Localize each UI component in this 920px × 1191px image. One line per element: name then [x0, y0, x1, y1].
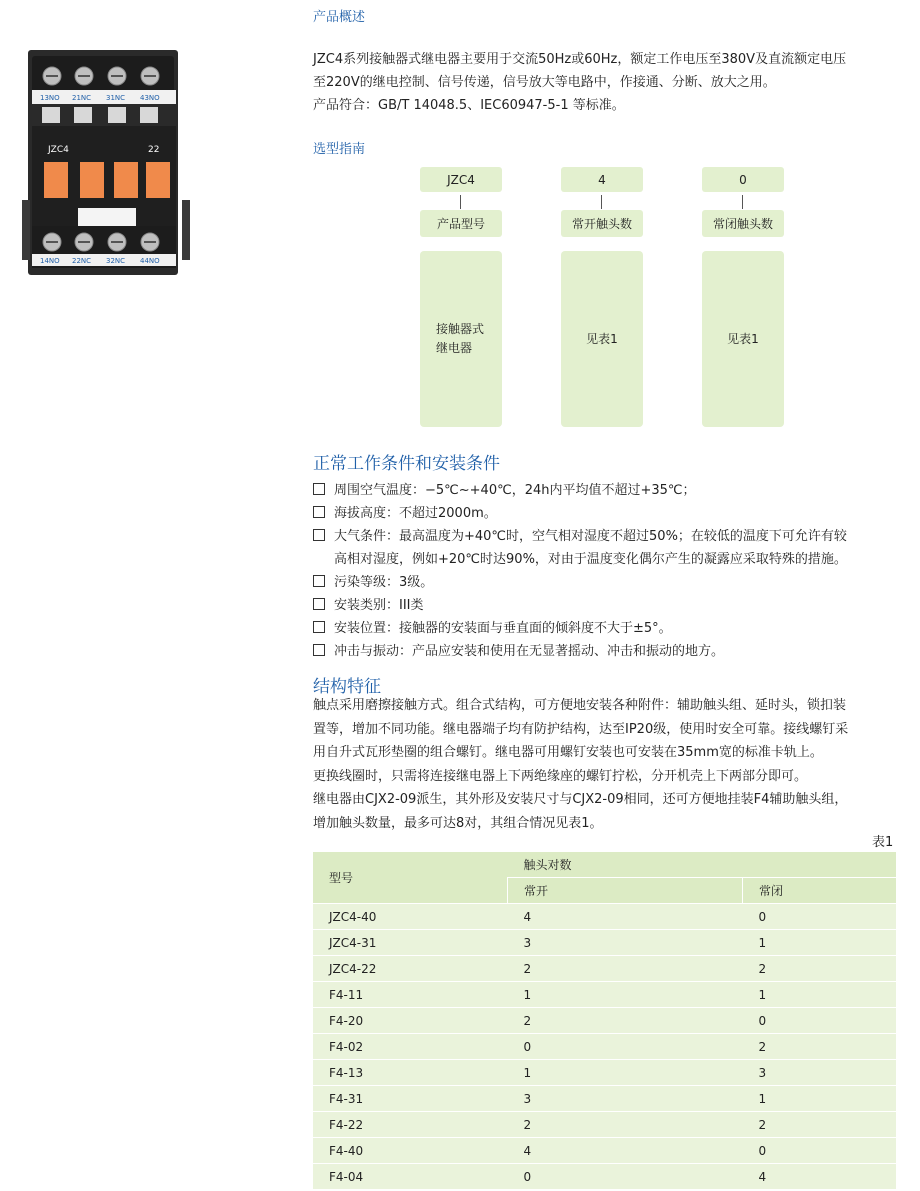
guide-title: 选型指南	[313, 142, 366, 157]
structure-line: 触点采用磨擦接触方式。组合式结构，可方便地安装各种附件：辅助触头组、延时头，锁扣装	[313, 698, 847, 713]
overview-line: 产品符合：GB/T 14048.5、IEC60947-5-1 等标准。	[313, 98, 625, 113]
product-code: 22	[148, 145, 160, 155]
table-row	[313, 956, 896, 982]
table-cell-nc: 1	[743, 930, 897, 956]
guide-label-model: 产品型号	[420, 210, 502, 237]
table-cell-no: 4	[508, 904, 743, 930]
table-header-group: 触头对数	[508, 852, 897, 878]
table-cell-nc: 2	[743, 956, 897, 982]
table-row	[313, 1008, 896, 1034]
structure-line: 增加触头数量，最多可达8对，其组合情况见表1。	[313, 815, 603, 831]
contact-table	[313, 852, 896, 1190]
table-cell-model: JZC4-40	[313, 904, 508, 930]
table-header-nc: 常闭	[743, 878, 897, 904]
guide-desc-line: 继电器	[436, 341, 473, 355]
table-cell-model: F4-22	[313, 1112, 508, 1138]
checkbox-icon	[313, 506, 325, 518]
guide-label-no: 常开触头数	[561, 210, 643, 237]
checkbox-icon	[313, 529, 325, 541]
overview-title: 产品概述	[313, 10, 366, 25]
terminal-label: 14NO	[40, 257, 60, 265]
table-row	[313, 930, 896, 956]
table-row	[313, 1138, 896, 1164]
guide-code-model: JZC4	[420, 167, 502, 192]
guide-code-no: 4	[561, 167, 643, 192]
table-cell-nc: 4	[743, 1164, 897, 1190]
table-row	[313, 904, 896, 930]
checkbox-icon	[313, 483, 325, 495]
table-row	[313, 1060, 896, 1086]
guide-code-nc: 0	[702, 167, 784, 192]
structure-line: 更换线圈时，只需将连接继电器上下两绝缘座的螺钉拧松，分开机壳上下两部分即可。	[313, 768, 808, 784]
table-cell-model: F4-13	[313, 1060, 508, 1086]
condition-item: 大气条件：最高温度为+40℃时，空气相对湿度不超过50%；在较低的温度下可允许有较	[313, 525, 913, 548]
guide-connector	[742, 195, 743, 209]
table-cell-model: F4-11	[313, 982, 508, 1008]
checkbox-icon	[313, 575, 325, 587]
table-cell-nc: 1	[743, 982, 897, 1008]
table-row	[313, 982, 896, 1008]
table-cell-nc: 0	[743, 1008, 897, 1034]
guide-connector	[460, 195, 461, 209]
checkbox-icon	[313, 621, 325, 633]
structure-line: 用自升式瓦形垫圈的组合螺钉。继电器可用螺钉安装也可安装在35mm宽的标准卡轨上。	[313, 745, 823, 760]
structure-title: 结构特征	[313, 677, 381, 697]
table-cell-nc: 2	[743, 1112, 897, 1138]
table-cell-model: JZC4-31	[313, 930, 508, 956]
table-header-row	[313, 852, 896, 878]
table-header-no: 常开	[508, 878, 743, 904]
table-body	[313, 904, 896, 1190]
table-cell-no: 0	[508, 1034, 743, 1060]
guide-desc-no: 见表1	[561, 251, 643, 427]
condition-item: 安装类别：III类	[313, 594, 913, 617]
overview-text	[313, 48, 913, 117]
table-cell-model: F4-04	[313, 1164, 508, 1190]
table-cell-no: 2	[508, 1008, 743, 1034]
condition-item: 安装位置：接触器的安装面与垂直面的倾斜度不大于±5°。	[313, 617, 913, 640]
table-row	[313, 1164, 896, 1190]
table-cell-no: 1	[508, 982, 743, 1008]
product-label: JZC4	[48, 145, 69, 155]
table-cell-no: 1	[508, 1060, 743, 1086]
guide-desc-nc: 见表1	[702, 251, 784, 427]
terminal-label: 31NC	[106, 94, 126, 102]
table-cell-no: 2	[508, 956, 743, 982]
table-cell-no: 2	[508, 1112, 743, 1138]
overview-line: JZC4系列接触器式继电器主要用于交流50Hz或60Hz，额定工作电压至380V及直流额定电压	[313, 52, 847, 67]
table-header-model: 型号	[313, 852, 508, 904]
structure-line: 置等，增加不同功能。继电器端子均有防护结构，达至IP20级，使用时安全可靠。接线螺钉采	[313, 721, 849, 737]
terminal-label: 13NO	[40, 94, 60, 102]
checkbox-icon	[313, 644, 325, 656]
condition-item-continuation: 高相对湿度，例如+20℃时达90%，对由于温度变化偶尔产生的凝露应采取特殊的措施。	[334, 552, 847, 567]
table-cell-model: F4-02	[313, 1034, 508, 1060]
guide-connector	[601, 195, 602, 209]
table-row	[313, 1034, 896, 1060]
table-cell-nc: 0	[743, 1138, 897, 1164]
checkbox-icon	[313, 598, 325, 610]
terminal-label: 43NO	[140, 94, 160, 102]
guide-desc-line: 接触器式	[436, 322, 485, 336]
table-row	[313, 1112, 896, 1138]
table-caption: 表1	[872, 835, 894, 850]
condition-item: 污染等级：3级。	[313, 571, 913, 594]
overview-line: 至220V的继电控制、信号传递，信号放大等电路中，作接通、分断、放大之用。	[313, 75, 776, 90]
table-cell-no: 0	[508, 1164, 743, 1190]
guide-label-nc: 常闭触头数	[702, 210, 784, 237]
table-cell-nc: 2	[743, 1034, 897, 1060]
condition-item: 周围空气温度：−5℃~+40℃，24h内平均值不超过+35℃；	[313, 479, 913, 502]
table-cell-model: F4-20	[313, 1008, 508, 1034]
table-cell-model: F4-31	[313, 1086, 508, 1112]
table-cell-no: 3	[508, 930, 743, 956]
structure-line: 继电器由CJX2-09派生，其外形及安装尺寸与CJX2-09相同，还可方便地挂装F4辅助触头组，	[313, 792, 848, 807]
table-row	[313, 1086, 896, 1112]
product-image	[22, 50, 190, 275]
terminal-label: 32NC	[106, 257, 126, 265]
table-cell-nc: 1	[743, 1086, 897, 1112]
table-cell-nc: 3	[743, 1060, 897, 1086]
terminal-label: 21NC	[72, 94, 92, 102]
table-cell-no: 3	[508, 1086, 743, 1112]
conditions-list	[313, 479, 913, 663]
table-cell-no: 4	[508, 1138, 743, 1164]
conditions-title: 正常工作条件和安装条件	[313, 454, 500, 474]
terminal-label: 44NO	[140, 257, 160, 265]
condition-item: 冲击与振动：产品应安装和使用在无显著摇动、冲击和振动的地方。	[313, 640, 913, 663]
structure-text	[313, 694, 913, 835]
table-cell-model: F4-40	[313, 1138, 508, 1164]
table-cell-model: JZC4-22	[313, 956, 508, 982]
table-cell-nc: 0	[743, 904, 897, 930]
terminal-label: 22NC	[72, 257, 92, 265]
guide-desc-model	[420, 251, 502, 427]
condition-item: 海拔高度：不超过2000m。	[313, 502, 913, 525]
